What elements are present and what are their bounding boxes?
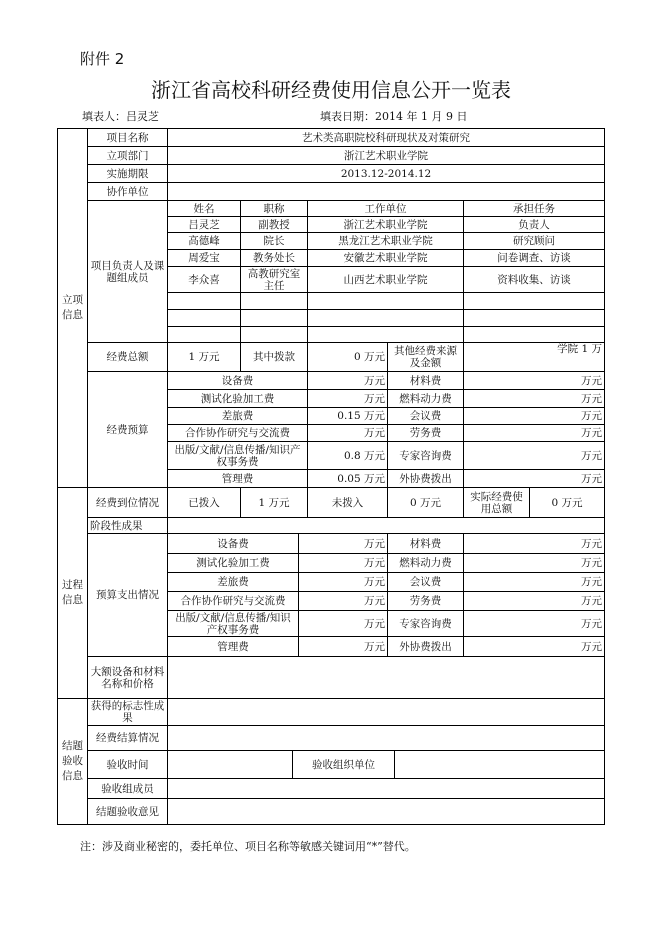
cell: 材料费 [388, 372, 464, 390]
cell: 测试化验加工费 [168, 554, 299, 573]
page-title: 浙江省高校科研经费使用信息公开一览表 [151, 78, 511, 102]
arrival-notin: 0 万元 [388, 488, 464, 518]
header: 姓名 [168, 201, 241, 217]
section-closing: 结题验收信息 [58, 699, 88, 825]
cell: 万元 [464, 573, 605, 592]
label: 项目名称 [88, 129, 168, 147]
settle-value [168, 726, 605, 751]
cell: 万元 [308, 372, 388, 390]
filler: 填表人：吕灵芝 [82, 110, 159, 123]
header: 职称 [241, 201, 308, 217]
cell: 万元 [464, 554, 605, 573]
cell: 外协费拨出 [388, 470, 464, 488]
cell: 高德峰 [168, 233, 241, 250]
cell: 万元 [464, 592, 605, 611]
cell: 万元 [464, 390, 605, 408]
cell: 万元 [464, 408, 605, 425]
cell: 万元 [464, 637, 605, 657]
cell: 外协费拨出 [388, 637, 464, 657]
label: 已拨入 [168, 488, 241, 518]
arrival-in: 1 万元 [241, 488, 308, 518]
opinion-value [168, 799, 605, 825]
cell: 高教研究室主任 [241, 267, 308, 293]
cell: 管理费 [168, 637, 299, 657]
cell: 合作协作研究与交流费 [168, 592, 299, 611]
label: 大额设备和材料名称和价格 [88, 657, 168, 699]
cell: 万元 [464, 372, 605, 390]
cell: 李众喜 [168, 267, 241, 293]
section-process: 过程信息 [58, 488, 88, 699]
cell: 劳务费 [388, 592, 464, 611]
funding-alloc: 0 万元 [308, 343, 388, 372]
label: 协作单位 [88, 183, 168, 201]
project-name: 艺术类高职院校科研现状及对策研究 [168, 129, 605, 147]
cell: 燃料动力费 [388, 554, 464, 573]
cell: 会议费 [388, 408, 464, 425]
cell: 万元 [299, 611, 388, 637]
label: 经费总额 [88, 343, 168, 372]
label: 其中拨款 [241, 343, 308, 372]
cell: 专家咨询费 [388, 611, 464, 637]
cell: 万元 [308, 425, 388, 442]
cell: 万元 [299, 637, 388, 657]
fill-date: 填表日期：2014 年 1 月 9 日 [320, 110, 468, 123]
cell: 材料费 [388, 534, 464, 554]
cell: 万元 [464, 611, 605, 637]
members-label: 项目负责人及课题组成员 [88, 201, 168, 343]
label: 结题验收意见 [88, 799, 168, 825]
label: 验收组织单位 [293, 751, 395, 779]
cell: 0.8 万元 [308, 442, 388, 470]
cell: 研究顾问 [464, 233, 605, 250]
members-value [168, 779, 605, 799]
label: 立项部门 [88, 147, 168, 165]
large-value [168, 657, 605, 699]
header: 承担任务 [464, 201, 605, 217]
cell: 专家咨询费 [388, 442, 464, 470]
cell: 万元 [299, 534, 388, 554]
cell: 劳务费 [388, 425, 464, 442]
footnote: 注：涉及商业秘密的，委托单位、项目名称等敏感关键词用“*”替代。 [80, 840, 416, 853]
cell: 浙江艺术职业学院 [308, 217, 464, 233]
cell: 万元 [464, 470, 605, 488]
attachment-label: 附件 2 [80, 50, 125, 68]
cell: 合作协作研究与交流费 [168, 425, 308, 442]
cell: 吕灵芝 [168, 217, 241, 233]
cell: 出版/文献/信息传播/知识产权事务费 [168, 611, 299, 637]
budget-label: 经费预算 [88, 372, 168, 488]
stage-value [168, 518, 605, 534]
cell: 负责人 [464, 217, 605, 233]
cell: 差旅费 [168, 408, 308, 425]
info-table [57, 128, 605, 825]
label: 验收组成员 [88, 779, 168, 799]
cell: 燃料动力费 [388, 390, 464, 408]
cell: 副教授 [241, 217, 308, 233]
label: 未拨入 [308, 488, 388, 518]
label: 经费结算情况 [88, 726, 168, 751]
section-setup: 立项信息 [58, 129, 88, 488]
header: 工作单位 [308, 201, 464, 217]
arrival-used: 0 万元 [530, 488, 605, 518]
cell: 资料收集、访谈 [464, 267, 605, 293]
label: 阶段性成果 [88, 518, 168, 534]
funding-other: 学院 1 万 [464, 343, 605, 372]
cell: 万元 [308, 390, 388, 408]
cell: 周爱宝 [168, 250, 241, 267]
cell: 万元 [299, 592, 388, 611]
label: 实际经费使用总额 [464, 488, 530, 518]
cell: 0.15 万元 [308, 408, 388, 425]
label: 其他经费来源及金额 [388, 343, 464, 372]
cell: 管理费 [168, 470, 308, 488]
org-value [395, 751, 605, 779]
project-dept: 浙江艺术职业学院 [168, 147, 605, 165]
funding-total: 1 万元 [168, 343, 241, 372]
cell: 万元 [464, 534, 605, 554]
cell: 教务处长 [241, 250, 308, 267]
cell: 会议费 [388, 573, 464, 592]
project-period: 2013.12-2014.12 [168, 165, 605, 183]
spend-label: 预算支出情况 [88, 534, 168, 657]
label: 获得的标志性成果 [88, 699, 168, 726]
cell: 设备费 [168, 534, 299, 554]
project-coop [168, 183, 605, 201]
time-value [168, 751, 293, 779]
label: 验收时间 [88, 751, 168, 779]
label: 实施期限 [88, 165, 168, 183]
cell: 安徽艺术职业学院 [308, 250, 464, 267]
cell: 出版/文献/信息传播/知识产权事务费 [168, 442, 308, 470]
cell: 万元 [464, 442, 605, 470]
cell: 万元 [464, 425, 605, 442]
cell: 设备费 [168, 372, 308, 390]
result-value [168, 699, 605, 726]
cell: 测试化验加工费 [168, 390, 308, 408]
cell: 山西艺术职业学院 [308, 267, 464, 293]
cell: 院长 [241, 233, 308, 250]
label: 经费到位情况 [88, 488, 168, 518]
cell: 万元 [299, 573, 388, 592]
cell: 差旅费 [168, 573, 299, 592]
cell: 万元 [299, 554, 388, 573]
cell: 0.05 万元 [308, 470, 388, 488]
cell: 黑龙江艺术职业学院 [308, 233, 464, 250]
cell: 问卷调查、访谈 [464, 250, 605, 267]
